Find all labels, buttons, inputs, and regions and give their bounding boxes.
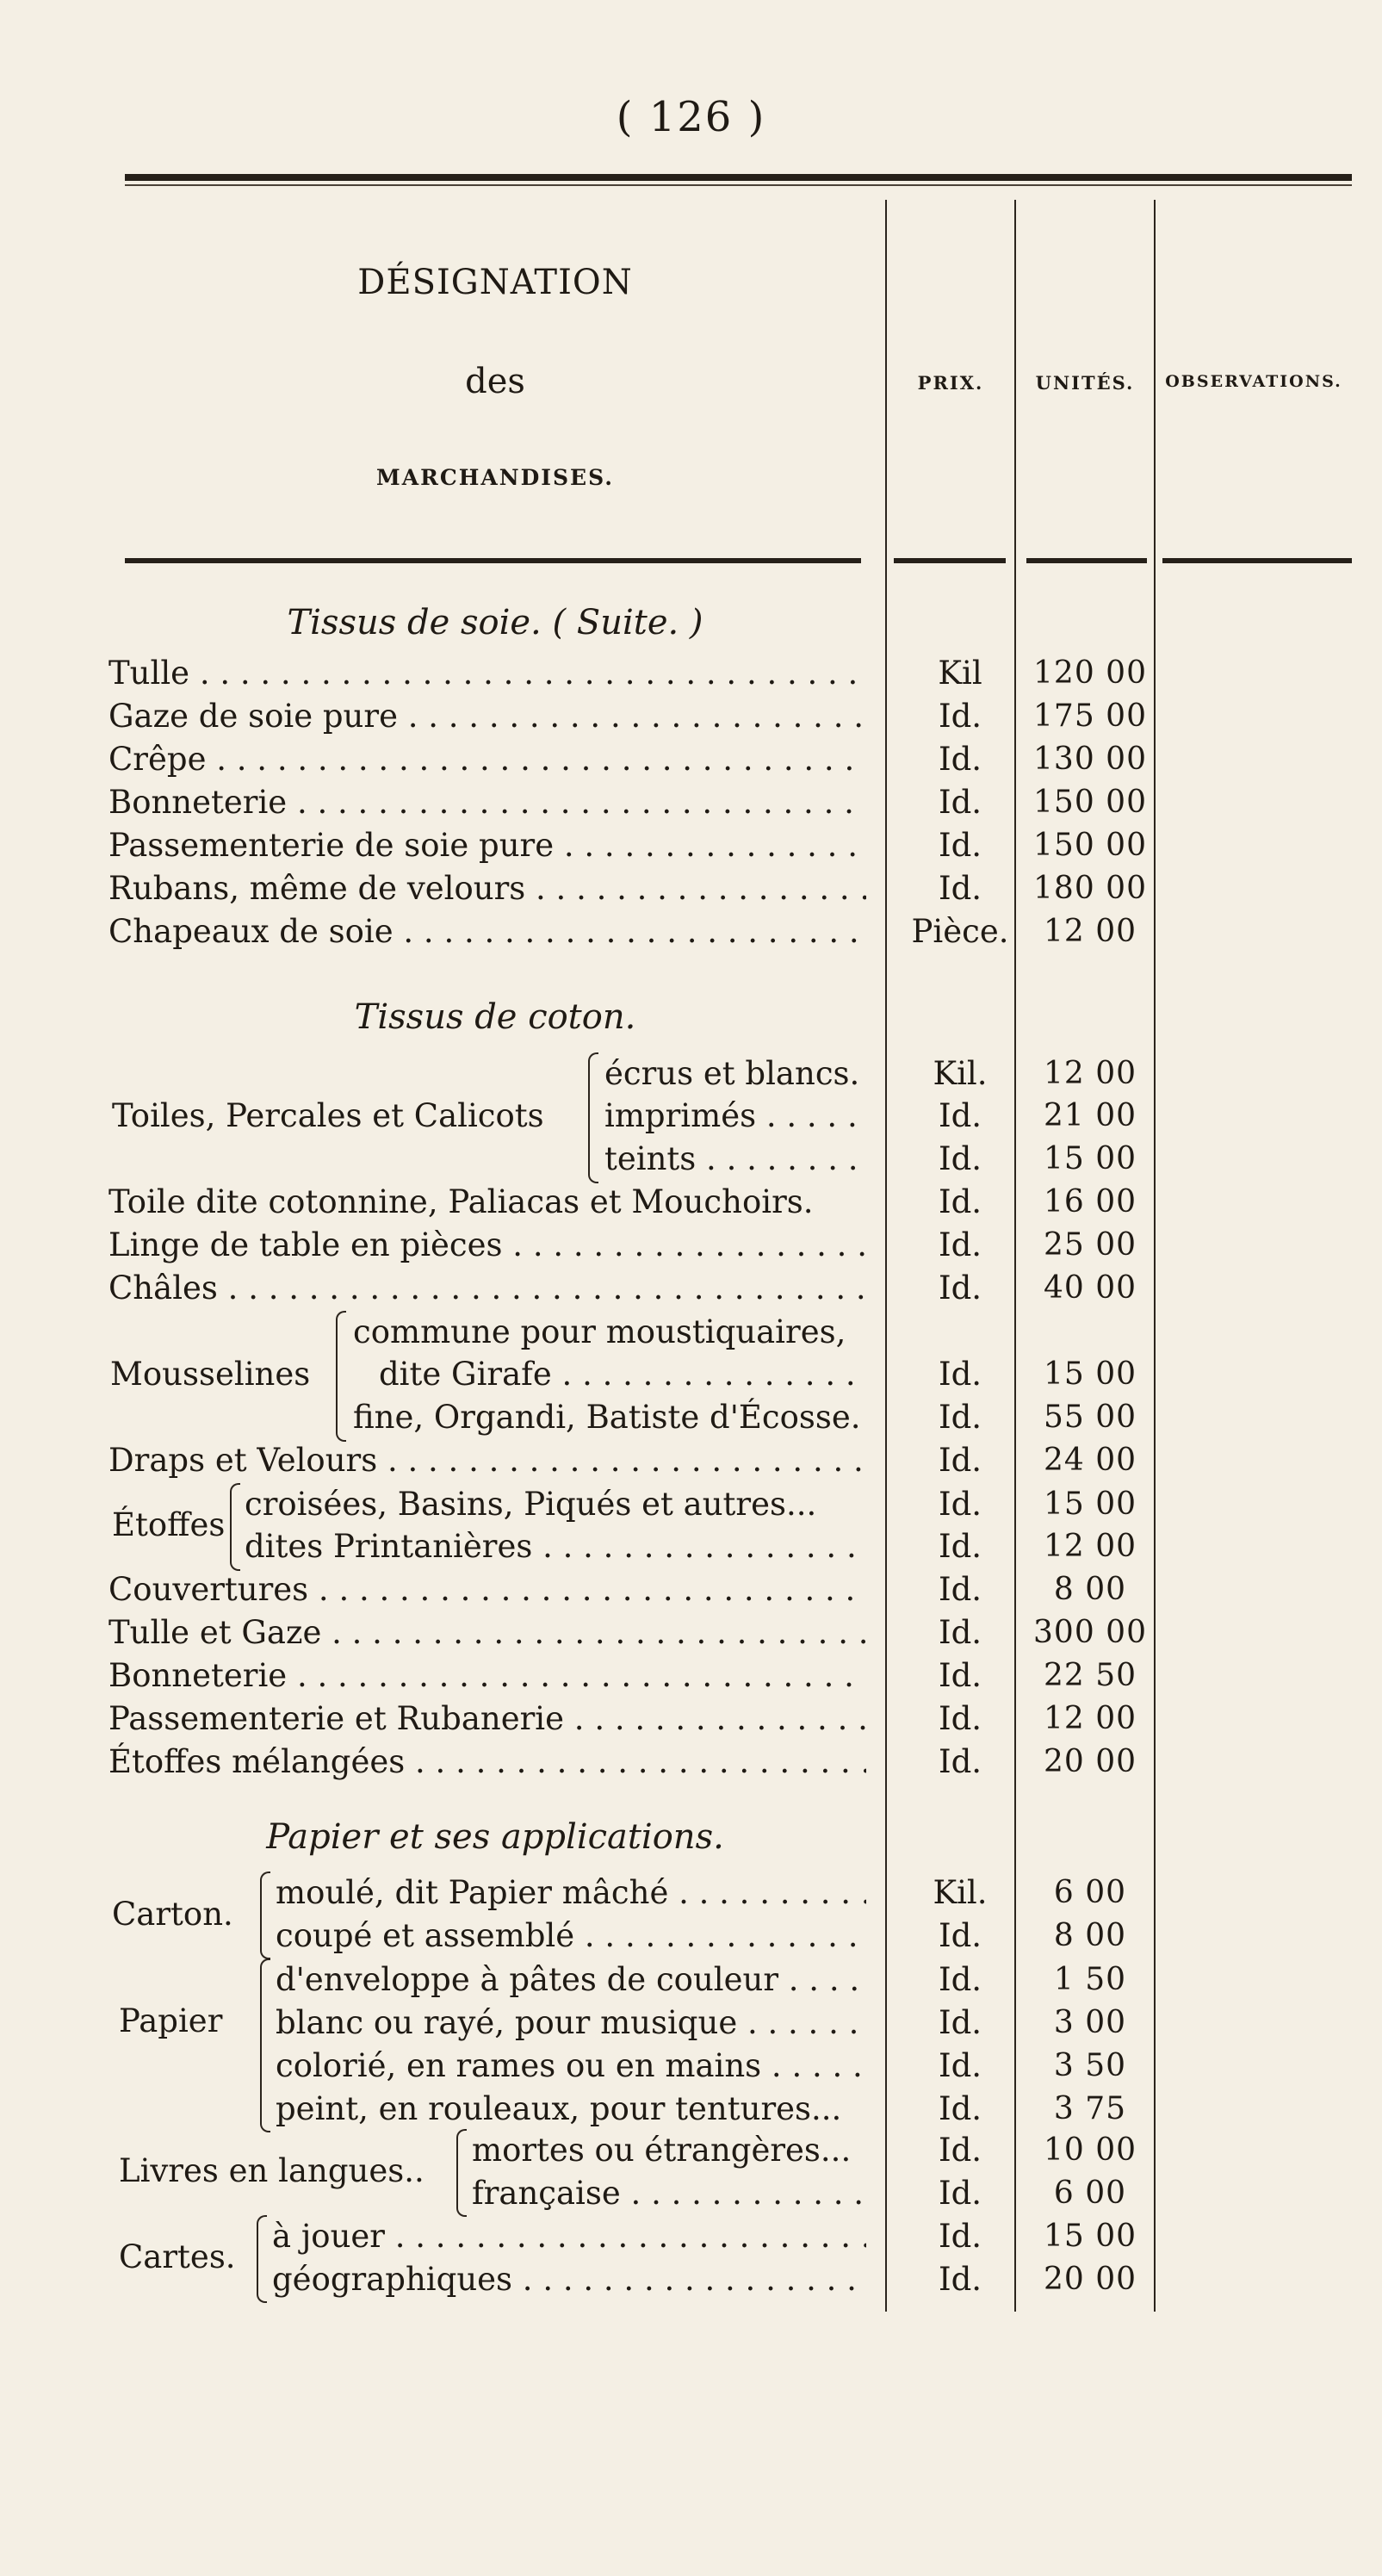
table-row xyxy=(0,1181,1382,1224)
header-designation: DÉSIGNATION xyxy=(357,263,633,302)
table-row xyxy=(0,1052,1382,1096)
row-unit: Kil xyxy=(938,655,982,692)
row-price: 6 00 xyxy=(1053,2176,1127,2211)
page-number: ( 126 ) xyxy=(616,93,766,141)
header-marchandises: MARCHANDISES. xyxy=(376,465,614,490)
top-rule xyxy=(125,174,1352,181)
row-price: 20 00 xyxy=(1043,2262,1137,2297)
row-unit: Id. xyxy=(938,827,982,864)
header-unites: UNITÉS. xyxy=(1035,372,1135,394)
table-row xyxy=(0,1568,1382,1611)
header-rule-1 xyxy=(125,558,861,563)
row-unit: Id. xyxy=(938,2047,982,2084)
table-row xyxy=(0,1654,1382,1698)
row-label: Étoffes mélangées xyxy=(108,1743,406,1780)
row-unit: Id. xyxy=(938,2132,982,2169)
row-price: 12 00 xyxy=(1043,1056,1137,1091)
table-row xyxy=(0,2088,1382,2131)
group-label-cartes: Cartes. xyxy=(119,2238,236,2275)
row-unit: Id. xyxy=(938,1743,982,1780)
row-label: Linge de table en pièces xyxy=(108,1226,503,1263)
table-row xyxy=(0,2045,1382,2088)
row-label: écrus et blancs. xyxy=(604,1055,860,1092)
row-unit: Id. xyxy=(938,1917,982,1954)
row-price: 15 00 xyxy=(1043,1356,1137,1392)
header-prix: PRIX. xyxy=(917,372,984,394)
row-unit: Id. xyxy=(938,1442,982,1479)
table-row xyxy=(0,1267,1382,1310)
row-price: 1 50 xyxy=(1053,1962,1127,1997)
row-price: 20 00 xyxy=(1043,1744,1137,1779)
table-row xyxy=(0,1311,1382,1354)
row-unit: Id. xyxy=(938,1399,982,1436)
table-row xyxy=(0,824,1382,867)
row-unit: Kil. xyxy=(933,1055,988,1092)
group-label-mousselines: Mousselines xyxy=(110,1356,311,1393)
table-row xyxy=(0,695,1382,738)
row-label: Couvertures xyxy=(108,1571,309,1608)
table-row xyxy=(0,2002,1382,2045)
row-unit: Id. xyxy=(938,1486,982,1523)
row-price: 40 00 xyxy=(1043,1270,1137,1306)
row-label: Crêpe xyxy=(108,741,207,778)
row-unit: Id. xyxy=(938,1226,982,1263)
row-unit: Id. xyxy=(938,1140,982,1177)
row-unit: Id. xyxy=(938,1183,982,1220)
row-unit: Id. xyxy=(938,2090,982,2127)
row-price: 12 00 xyxy=(1043,1529,1137,1564)
table-row xyxy=(0,2258,1382,2301)
row-price: 12 00 xyxy=(1043,914,1137,949)
row-label: Rubans, même de velours xyxy=(108,870,526,907)
header-observations: OBSERVATIONS. xyxy=(1165,372,1342,391)
row-label: Chapeaux de soie xyxy=(108,913,394,950)
row-price: 8 00 xyxy=(1053,1572,1127,1607)
row-unit: Id. xyxy=(938,1097,982,1134)
row-price: 24 00 xyxy=(1043,1443,1137,1478)
table-row xyxy=(0,1138,1382,1181)
row-label: française xyxy=(472,2175,621,2212)
table-row xyxy=(0,1611,1382,1654)
row-label: Bonneterie xyxy=(108,1657,288,1694)
table-row xyxy=(0,1698,1382,1741)
row-price: 130 00 xyxy=(1033,742,1147,777)
row-unit: Id. xyxy=(938,2004,982,2041)
row-label: Tulle et Gaze xyxy=(108,1614,322,1651)
row-price: 15 00 xyxy=(1043,1487,1137,1522)
row-unit: Id. xyxy=(938,1961,982,1998)
row-label: dites Printanières xyxy=(245,1528,533,1565)
row-price: 55 00 xyxy=(1043,1400,1137,1435)
row-price: 8 00 xyxy=(1053,1918,1127,1953)
row-price: 3 75 xyxy=(1053,2091,1127,2126)
table-row xyxy=(0,1483,1382,1526)
row-price: 22 50 xyxy=(1043,1658,1137,1693)
row-label: peint, en rouleaux, pour tentures... xyxy=(276,2090,842,2127)
row-label: à jouer xyxy=(272,2218,385,2255)
row-label: teints xyxy=(604,1140,697,1177)
group-label-etoffes: Étoffes xyxy=(112,1506,226,1543)
row-label: coupé et assemblé xyxy=(276,1917,575,1954)
table-row xyxy=(0,2129,1382,2172)
row-unit: Id. xyxy=(938,2261,982,2298)
table-row xyxy=(0,1439,1382,1482)
row-label: croisées, Basins, Piqués et autres... xyxy=(245,1486,817,1523)
table-row xyxy=(0,1353,1382,1396)
table-row xyxy=(0,738,1382,781)
row-label: moulé, dit Papier mâché xyxy=(276,1874,669,1911)
table-row xyxy=(0,867,1382,910)
row-label: imprimés xyxy=(604,1097,757,1134)
row-price: 3 00 xyxy=(1053,2005,1127,2040)
table-row xyxy=(0,910,1382,953)
row-price: 6 00 xyxy=(1053,1875,1127,1910)
header-des: des xyxy=(465,362,525,401)
row-label: Passementerie et Rubanerie xyxy=(108,1700,565,1737)
group-label-toiles: Toiles, Percales et Calicots xyxy=(112,1097,544,1134)
row-unit: Id. xyxy=(938,1528,982,1565)
row-label: Passementerie de soie pure xyxy=(108,827,555,864)
row-price: 21 00 xyxy=(1043,1098,1137,1133)
row-unit: Kil. xyxy=(933,1874,988,1911)
row-unit: Id. xyxy=(938,1700,982,1737)
row-label: Châles xyxy=(108,1269,218,1307)
row-unit: Id. xyxy=(938,1657,982,1694)
row-price: 10 00 xyxy=(1043,2132,1137,2168)
table-row xyxy=(0,1095,1382,1138)
row-price: 15 00 xyxy=(1043,1141,1137,1176)
row-unit: Id. xyxy=(938,1614,982,1651)
header-rule-3 xyxy=(1026,558,1147,563)
row-unit: Id. xyxy=(938,2175,982,2212)
row-unit: Id. xyxy=(938,1269,982,1307)
table-row xyxy=(0,1224,1382,1267)
row-label: d'enveloppe à pâtes de couleur xyxy=(276,1961,779,1998)
group-label-livres: Livres en langues.. xyxy=(119,2152,425,2189)
table-row xyxy=(0,1741,1382,1784)
row-unit: Id. xyxy=(938,870,982,907)
row-unit: Pièce. xyxy=(911,913,1009,950)
row-unit: Id. xyxy=(938,1571,982,1608)
section-title-soie: Tissus de soie. ( Suite. ) xyxy=(287,603,703,642)
table-row xyxy=(0,1396,1382,1439)
row-price: 175 00 xyxy=(1033,698,1147,734)
row-price: 300 00 xyxy=(1033,1615,1147,1650)
row-label: dite Girafe xyxy=(379,1356,552,1393)
row-unit: Id. xyxy=(938,1356,982,1393)
row-label: Bonneterie xyxy=(108,784,288,821)
row-price: 15 00 xyxy=(1043,2219,1137,2254)
row-price: 180 00 xyxy=(1033,871,1147,906)
row-label: blanc ou rayé, pour musique xyxy=(276,2004,738,2041)
table-row xyxy=(0,2172,1382,2215)
table-row xyxy=(0,2215,1382,2258)
row-price: 12 00 xyxy=(1043,1701,1137,1736)
row-price: 120 00 xyxy=(1033,655,1147,691)
row-label: commune pour moustiquaires, xyxy=(353,1313,846,1350)
row-unit: Id. xyxy=(938,698,982,735)
row-label: fine, Organdi, Batiste d'Écosse. xyxy=(353,1399,861,1436)
table-row xyxy=(0,1958,1382,2002)
table-row xyxy=(0,1871,1382,1915)
row-label: colorié, en rames ou en mains xyxy=(276,2047,762,2084)
row-price: 3 50 xyxy=(1053,2048,1127,2083)
row-price: 150 00 xyxy=(1033,828,1147,863)
row-label: Draps et Velours xyxy=(108,1442,378,1479)
row-label: géographiques xyxy=(272,2261,513,2298)
table-row xyxy=(0,1525,1382,1568)
table-row xyxy=(0,652,1382,695)
row-price: 16 00 xyxy=(1043,1184,1137,1220)
top-rule-thin xyxy=(125,184,1352,186)
row-label: Gaze de soie pure xyxy=(108,698,398,735)
section-title-coton: Tissus de coton. xyxy=(354,997,636,1037)
row-unit: Id. xyxy=(938,741,982,778)
row-label: Toile dite cotonnine, Paliacas et Mouchoirs. xyxy=(108,1183,814,1220)
table-row xyxy=(0,781,1382,824)
row-label: mortes ou étrangères... xyxy=(472,2132,852,2169)
header-rule-2 xyxy=(894,558,1006,563)
group-label-papier: Papier xyxy=(119,2002,223,2039)
section-title-papier: Papier et ses applications. xyxy=(266,1817,724,1857)
header-rule-4 xyxy=(1162,558,1352,563)
row-price: 150 00 xyxy=(1033,785,1147,820)
row-price: 25 00 xyxy=(1043,1227,1137,1263)
table-row xyxy=(0,1915,1382,1958)
row-label: Tulle xyxy=(108,655,190,692)
row-unit: Id. xyxy=(938,2218,982,2255)
group-label-carton: Carton. xyxy=(112,1896,233,1933)
row-unit: Id. xyxy=(938,784,982,821)
